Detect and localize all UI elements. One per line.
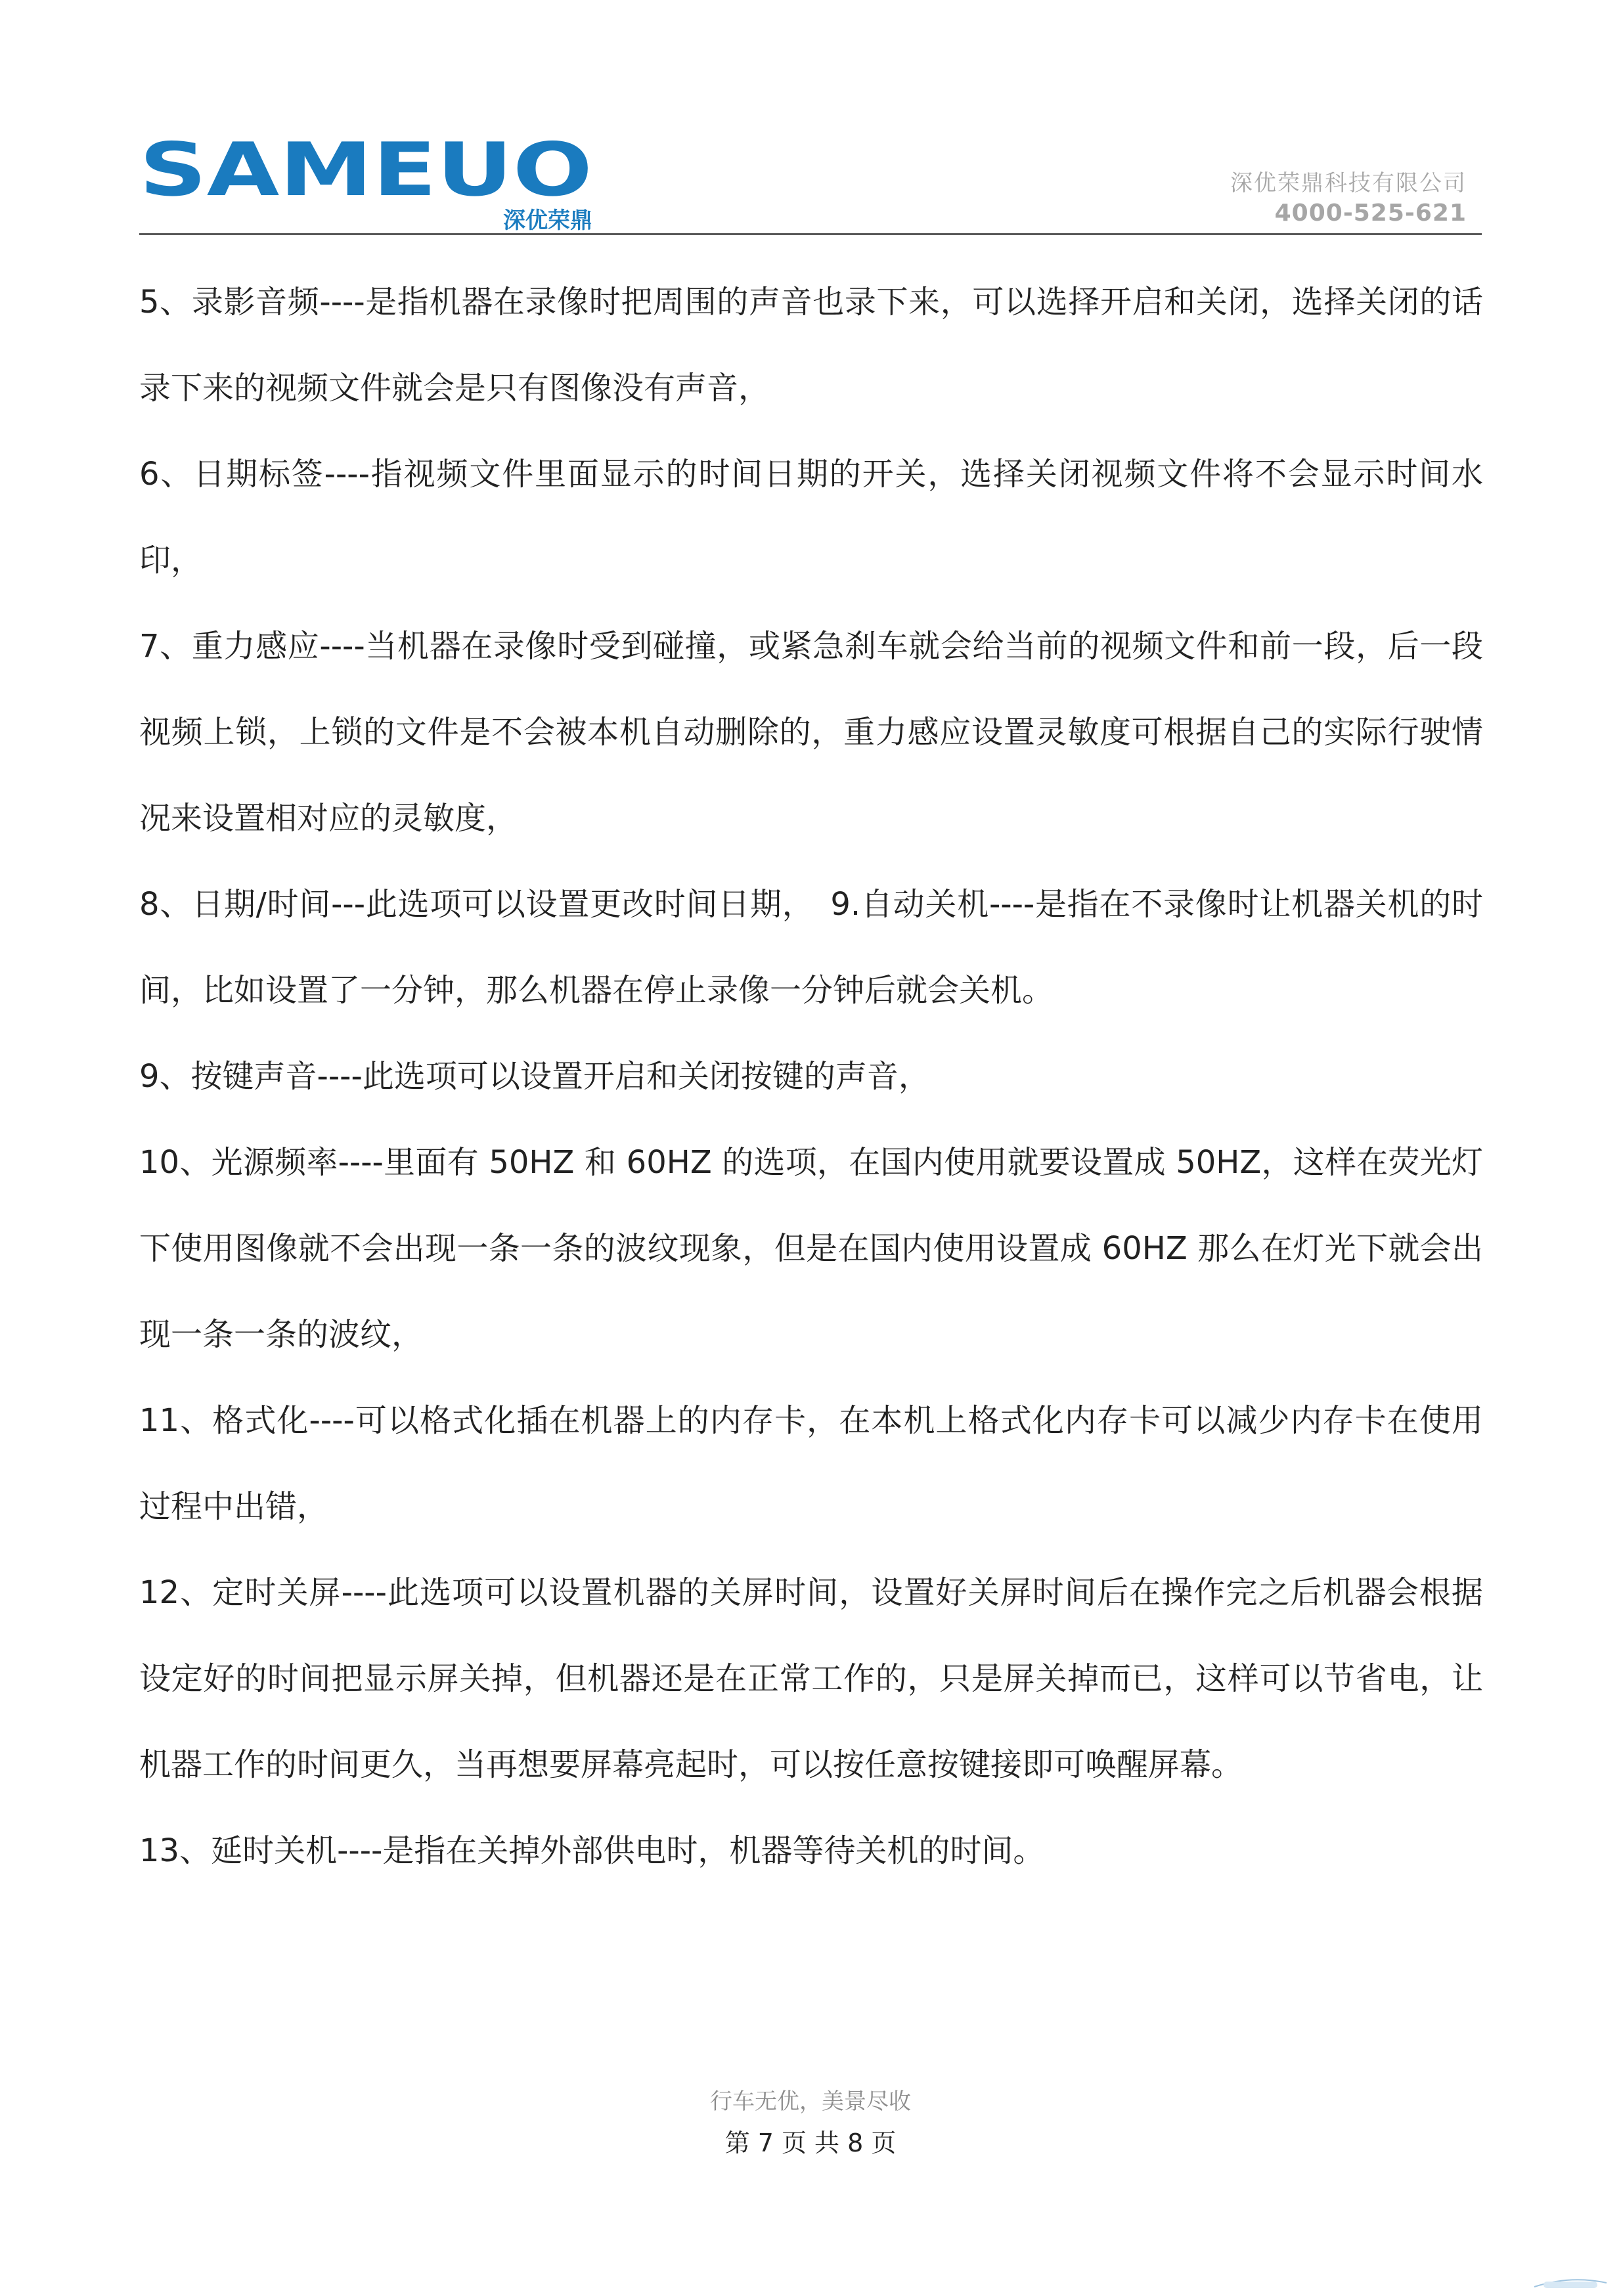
logo-subtitle: 深优荣鼎 (503, 208, 592, 233)
logo-wordmark: SAMEUO (139, 135, 592, 213)
company-info (1230, 168, 1467, 229)
header-divider (139, 233, 1482, 235)
paragraph-item-5: 5、录影音频----是指机器在录像时把周围的声音也录下来，可以选择开启和关闭，选择关闭的话录下来的视频文件就会是只有图像没有声音， (139, 284, 1483, 407)
company-phone: 4000-525-621 (1274, 200, 1467, 227)
paragraph-item-12: 12、定时关屏----此选项可以设置机器的关屏时间，设置好关屏时间后在操作完之后机器会根据设定好的时间把显示屏关掉，但机器还是在正常工作的，只是屏关掉而已，这样可以节省电，让机器工作的时间更久，当再想要屏幕亮起时，可以按任意按键接即可唤醒屏幕。 (139, 1574, 1483, 1783)
page-number: 第 7 页 共 8 页 (724, 2129, 897, 2157)
footer-slogan: 行车无优，美景尽收 (710, 2088, 911, 2115)
company-name: 深优荣鼎科技有限公司 (1230, 170, 1467, 196)
paragraph-item-6: 6、日期标签----指视频文件里面显示的时间日期的开关，选择关闭视频文件将不会显示时间水印， (139, 456, 1483, 579)
logo-graphic (139, 135, 599, 233)
paragraph-item-10: 10、光源频率----里面有 50HZ 和 60HZ 的选项，在国内使用就要设置成 50HZ，这样在荧光灯下使用图像就不会出现一条一条的波纹现象，但是在国内使用设置成 60HZ 那么在灯光下就会出现一条一条的波纹， (139, 1144, 1483, 1353)
paragraph-item-13: 13、延时关机----是指在关掉外部供电时，机器等待关机的时间。 (139, 1832, 1045, 1869)
sameuo-logo (139, 135, 599, 233)
paragraph-item-7: 7、重力感应----当机器在录像时受到碰撞，或紧急刹车就会给当前的视频文件和前一段，后一段视频上锁，上锁的文件是不会被本机自动删除的，重力感应设置灵敏度可根据自己的实际行驶情况来设置相对应的灵敏度， (139, 628, 1483, 837)
corner-logo-mark (1532, 2274, 1609, 2291)
paragraph-item-8: 8、日期/时间---此选项可以设置更改时间日期， 9.自动关机----是指在不录像时让机器关机的时间，比如设置了一分钟，那么机器在停止录像一分钟后就会关机。 (139, 886, 1483, 1009)
paragraph-item-11: 11、格式化----可以格式化插在机器上的内存卡，在本机上格式化内存卡可以减少内存卡在使用过程中出错， (139, 1402, 1483, 1525)
document-body (139, 259, 1483, 1894)
paragraph-item-9: 9、按键声音----此选项可以设置开启和关闭按键的声音， (139, 1058, 930, 1095)
